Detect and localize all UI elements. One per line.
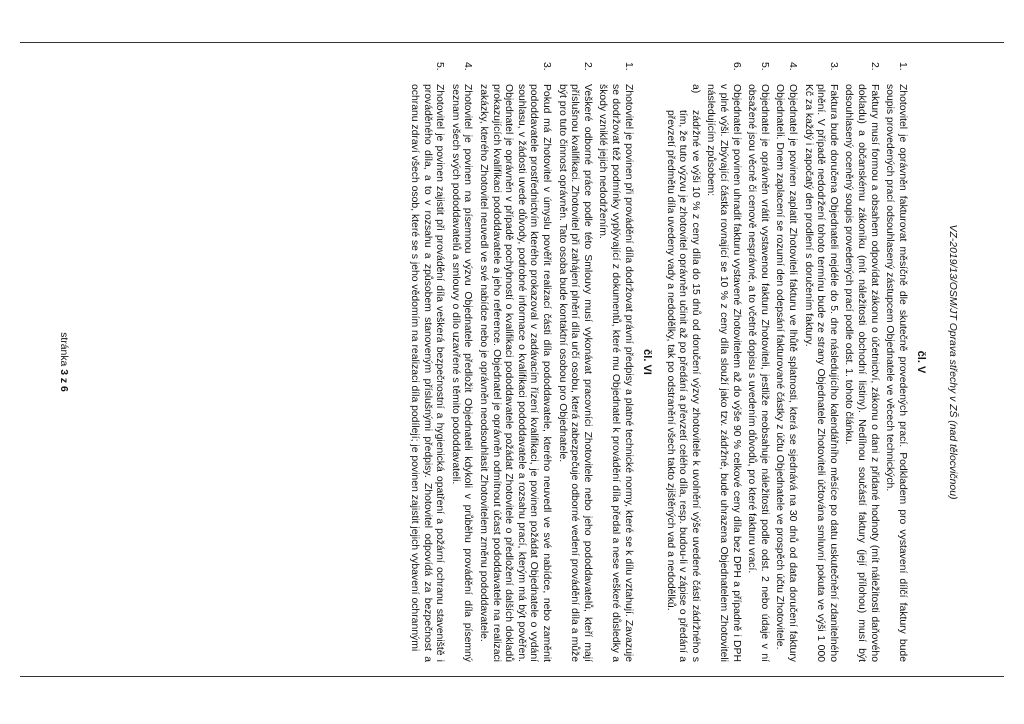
item-text: Veškeré odborné práce podle této Smlouvy musí vykonávat pracovníci Zhotovitele nebo jeho pododdavatelů, kteří mají příslušnou kvalifikaci. Zhotovitel při zahájení plnění díla určí osobu, která zabezpečuje odborné vedení provádění díla a může být pro tuto činnost oprávněn. Tato osoba bude kontaktní osobou pro Objednatele. xyxy=(556,84,593,662)
top-rule xyxy=(20,42,1004,43)
article-v-list xyxy=(704,62,908,662)
item-text: Faktura bude doručena Objednateli nejdéle do 5. dne následujícího kalendářního měsíce po datu uskutečnění zdanitelného plnění. V případě nedodržení tohoto termínu bude ze strany Objednatele Zhotoviteli účtována smluvní pokuta ve výši 1 000 Kč za každý i započatý den prodlení s doručením faktury. xyxy=(802,84,839,662)
item-text: Faktury musí formou a obsahem odpovídat zákonu o účetnictví, zákonu o dani z přidané hodnoty (mít náležitosti daňového dokladu) a občanskému zákoníku (mít náležitosti obchodní listiny). Nedílnou součástí faktury (její přílohou) musí být odsouhlasený oceněný soupis provedených prací podle odst. 1. tohoto článku. xyxy=(843,84,880,662)
document-page xyxy=(57,62,962,662)
list-item xyxy=(842,62,880,662)
article-v-title: čl. V xyxy=(915,350,928,374)
item-text: Pokud má Zhotovitel v úmyslu pověřit realizací části díla pododdavatele, kterého neuvedl ve své nabídce, nebo zaměnit pododdavatele prostřednictvím kterého prokazoval v zadávacím řízení kvalifikaci, je povinen požádat Objednatele o vydání souhlasu, v žádosti uvede důvody, podrobné informace o kvalifikaci pododdavatele a rozsahu prací, kterým má být pověřen. Objednatel je oprávněn v případě pochybností o kvalifikaci pododdavatele požádat Zhotovitele o předložení dalších dokladů prokazujících kvalifikaci pododdavatele a jeho reference. Objednatel je oprávněn odmítnout účast pododdavatele na realizaci zakázky, kterého Zhotovitel neuvedl ve své nabídce nebo je oprávněn neodsouhlasit Zhotovitelem změnu pododdavatele. xyxy=(478,84,552,662)
list-item xyxy=(448,62,473,662)
page-total: 6 xyxy=(57,385,69,392)
list-item xyxy=(555,62,593,662)
item-number: 3. xyxy=(827,62,839,71)
item-number: 2. xyxy=(868,62,880,71)
list-item xyxy=(773,62,798,662)
list-item xyxy=(476,62,552,662)
item-text: Objednatel je oprávněn vrátit vystavenou fakturu Zhotoviteli, jestliže neobsahuje náležitosti podle odst. 2 nebo údaje v ní obsažené jsou věcně či cenově nesprávné, a to včetně dopisu s uvedením důvodů, pro které fakturu vrací. xyxy=(746,84,770,662)
item-number: 3. xyxy=(540,62,552,71)
article-vi-title: čl. VI xyxy=(641,349,654,375)
list-item xyxy=(883,62,908,662)
item-text: Zhotovitel je povinen na písemnou výzvu Objednatele předložit Objednateli kdykoli v průběhu provádění díla písemný seznam všech svých pododdavatelů a smlouvy o dílo uzavřené s těmito pododdavateli. xyxy=(449,84,474,662)
list-item xyxy=(704,62,742,662)
item-number: 5. xyxy=(758,62,770,71)
list-item xyxy=(745,62,770,662)
item-number: 4. xyxy=(462,62,474,71)
footer-prefix: stránka xyxy=(57,332,69,370)
item-text: Objednatel je povinen zaplatit Zhotoviteli fakturu ve lhůtě splatnosti, která se sjednává na 30 dnů od data doručení faktury Objednateli. Dnem zaplacení se rozumí den odepsání fakturované částky z účtu Objednatele ve prospěch účtu Zhotovitele. xyxy=(774,84,799,662)
item-text: Zhotovitel je oprávněn fakturovat měsíčně dle skutečně provedených prací. Podkladem pro vystavení dílčí faktury bude soupis provedených prací odsouhlasený zástupcem Objednatele ve věcech technických. xyxy=(884,84,908,662)
item-text: Zhotovitel je povinen při provádění díla dodržovat právní předpisy a platné technické normy, které se k dílu vztahují. Zavazuje se dodržovat též podmínky vyplývající z dokumentů, které mu Objednatel k provádění díla předal a nese veškeré důsledky a škody vzniklé jejich nedodržením. xyxy=(597,84,634,662)
footer-separator: z xyxy=(57,374,69,386)
page-footer xyxy=(56,62,69,662)
article-vi-list xyxy=(407,62,633,662)
item-text: Zhotovitel je povinen zajistit při provádění díla veškerá bezpečnostní a hygienická opatření a požární ochranu staveniště i prováděného díla, a to v rozsahu a způsobem stanoveným příslušnými předpisy. Zhotovitel odpovídá za bezpečnost a ochranu zdraví všech osob, které se s jeho vědomím na realizaci díla podílejí; je povinen zajistit jejich vybavení ochrannými xyxy=(409,84,446,662)
item-number: 6. xyxy=(730,62,742,71)
bottom-rule xyxy=(20,676,1004,677)
document-header: VZ-2019/13/OSM/JT Oprava střechy v ZŠ (nad tělocvičnou) xyxy=(947,224,958,500)
item-number: 5. xyxy=(434,62,446,71)
item-text: Objednatel je povinen uhradit fakturu vystavené Zhotovitelem až do výše 90 % celkové ceny díla bez DPH a případně i DPH v plné výši. Zbývající částka rovnající se 10 % z ceny díla slouží jako tzv. zádržné, bude uhrazena Objednatelem Zhotoviteli následujícím způsobem: xyxy=(705,84,742,662)
item-number: 1. xyxy=(622,62,634,71)
sub-item xyxy=(663,84,701,662)
sub-item-text: zádržné ve výši 10 % z ceny díla do 15 dnů od doručení výzvy zhotovitele k uvolnění výše uvedené části zádržného s tím, že tuto výzvu je zhotovitel oprávněn učinit až po předání a převzetí celého díla, resp. budou-li v zápise o předání a převzetí předmětu díla uvedeny vady a nedodělky, tak po odstranění všech takto zjištěných vad a nedodělků. xyxy=(664,110,701,662)
list-item xyxy=(596,62,634,662)
list-item xyxy=(407,62,445,662)
item-number: 4. xyxy=(787,62,799,71)
sub-item-letter: a) xyxy=(689,84,701,94)
page-number: 3 xyxy=(57,369,69,375)
list-item xyxy=(801,62,839,662)
item-number: 1. xyxy=(896,62,908,71)
item-number: 2. xyxy=(581,62,593,71)
